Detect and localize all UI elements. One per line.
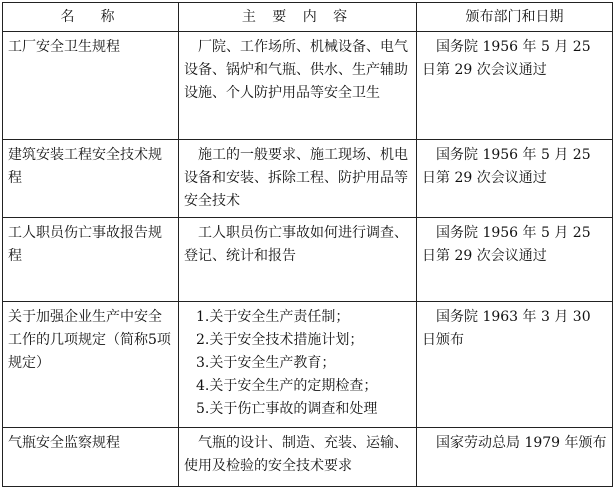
table-row xyxy=(3,218,613,302)
regulations-table xyxy=(2,2,613,487)
list-item: 4.关于安全生产的定期检查； xyxy=(196,378,378,394)
cell-name: 关于加强企业生产中安全工作的几项规定（简称5项规定） xyxy=(3,302,179,428)
table-row xyxy=(3,428,613,487)
table-header xyxy=(3,3,613,32)
content-list xyxy=(184,306,412,421)
list-item: 5.关于伤亡事故的调查和处理 xyxy=(196,401,378,417)
cell-name: 工厂安全卫生规程 xyxy=(3,32,179,140)
cell-content: 施工的一般要求、施工现场、机电设备和安装、拆除工程、防护用品等安全技术 xyxy=(179,140,417,218)
cell-name: 气瓶安全监察规程 xyxy=(3,428,179,487)
cell-content: 气瓶的设计、制造、充装、运输、使用及检验的安全技术要求 xyxy=(179,428,417,487)
list-item: 2.关于安全技术措施计划； xyxy=(196,332,364,348)
cell-content: 工人职员伤亡事故如何进行调查、登记、统计和报告 xyxy=(179,218,417,302)
table-body xyxy=(3,32,613,487)
header-row xyxy=(3,3,613,32)
header-content: 主 要 内 容 xyxy=(179,3,417,32)
cell-content: 厂院、工作场所、机械设备、电气设备、锅炉和气瓶、供水、生产辅助设施、个人防护用品等安全卫生 xyxy=(179,32,417,140)
table-row xyxy=(3,140,613,218)
cell-issuer: 国务院 1956 年 5 月 25 日第 29 次会议通过 xyxy=(417,140,613,218)
table-row xyxy=(3,302,613,428)
cell-name: 工人职员伤亡事故报告规程 xyxy=(3,218,179,302)
cell-issuer: 国家劳动总局 1979 年颁布 xyxy=(417,428,613,487)
cell-content xyxy=(179,302,417,428)
header-issuer: 颁布部门和日期 xyxy=(417,3,613,32)
list-item: 3.关于安全生产教育； xyxy=(196,355,336,371)
cell-issuer: 国务院 1956 年 5 月 25 日第 29 次会议通过 xyxy=(417,218,613,302)
table-row xyxy=(3,32,613,140)
list-item: 1.关于安全生产责任制； xyxy=(196,309,350,325)
cell-issuer: 国务院 1963 年 3 月 30 日颁布 xyxy=(417,302,613,428)
cell-issuer: 国务院 1956 年 5 月 25 日第 29 次会议通过 xyxy=(417,32,613,140)
header-name: 名 称 xyxy=(3,3,179,32)
cell-name: 建筑安装工程安全技术规程 xyxy=(3,140,179,218)
